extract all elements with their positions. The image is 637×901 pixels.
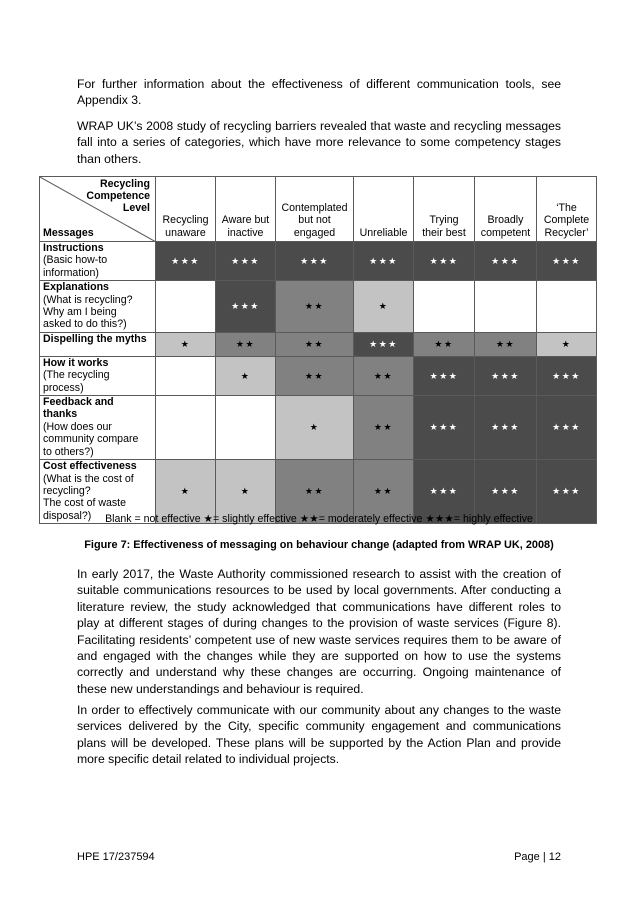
paragraph-appendix-reference: For further information about the effectiveness of different communication tools, see Appendix 3. (77, 77, 561, 108)
rating-cell: ★★★ (216, 242, 276, 281)
row-title: Feedback and thanks (43, 396, 114, 421)
rating-cell: ★★★ (537, 396, 597, 460)
rating-cell: ★★ (475, 332, 537, 356)
column-header: Broadly competent (475, 177, 537, 242)
row-title: Cost effectiveness (43, 460, 137, 473)
rating-cell: ★★ (354, 460, 414, 524)
rating-cell: ★ (156, 460, 216, 524)
document-reference: HPE 17/237594 (77, 851, 155, 863)
row-header (40, 356, 156, 395)
column-header: Unreliable (354, 177, 414, 242)
rating-cell: ★★★ (537, 242, 597, 281)
table-row (40, 281, 597, 333)
rating-cell (475, 281, 537, 333)
rating-cell (537, 281, 597, 333)
paragraph-wrap-study: WRAP UK’s 2008 study of recycling barriers revealed that waste and recycling messages fall into a series of categories, which have more relevance to some competency stages than others. (77, 119, 561, 166)
rating-cell: ★★ (276, 356, 354, 395)
row-title: Instructions (43, 242, 104, 254)
row-title: How it works (43, 356, 109, 369)
rating-cell: ★★ (414, 332, 475, 356)
rating-legend: Blank = not effective ★= slightly effective ★★= moderately effective ★★★= highly effective (105, 513, 533, 525)
rating-cell: ★★ (354, 396, 414, 460)
rating-cell: ★★ (276, 281, 354, 333)
table-row (40, 356, 597, 395)
rating-cell: ★★★ (414, 242, 475, 281)
row-subtitle: (Basic how-to information) (43, 254, 108, 279)
rating-cell: ★★★ (475, 356, 537, 395)
rating-cell: ★ (216, 356, 276, 395)
row-subtitle: (What is recycling? Why am I being asked to do this?) (43, 293, 133, 331)
rating-cell: ★ (216, 460, 276, 524)
rating-cell (156, 396, 216, 460)
rating-cell: ★★★ (414, 356, 475, 395)
table-row (40, 396, 597, 460)
row-subtitle: (The recycling process) (43, 369, 110, 394)
rating-cell: ★ (537, 332, 597, 356)
rating-cell (156, 281, 216, 333)
rating-cell: ★★ (276, 460, 354, 524)
rating-cell: ★★★ (414, 396, 475, 460)
column-header: Trying their best (414, 177, 475, 242)
rating-cell: ★★★ (354, 242, 414, 281)
row-header (40, 332, 156, 356)
row-header (40, 242, 156, 281)
table-corner-header (40, 177, 156, 242)
figure-caption: Figure 7: Effectiveness of messaging on behaviour change (adapted from WRAP UK, 2008) (84, 539, 554, 551)
rating-cell: ★★★ (475, 242, 537, 281)
row-subtitle: (How does our community compare to others?) (43, 420, 139, 458)
row-header (40, 396, 156, 460)
paragraph-engagement-plans: In order to effectively communicate with our community about any changes to the waste services delivered by the City, specific community engagement and communications plans will be developed. These plans will be supported by the Action Plan and provide more specific detail related to individual projects. (77, 703, 561, 767)
table-row (40, 332, 597, 356)
rating-cell: ★★ (276, 332, 354, 356)
rating-cell: ★★★ (216, 281, 276, 333)
rating-cell: ★★★ (156, 242, 216, 281)
column-header: Contemplated but not engaged (276, 177, 354, 242)
rating-cell (216, 396, 276, 460)
messaging-effectiveness-table (39, 176, 597, 524)
column-header: Aware but inactive (216, 177, 276, 242)
column-header: ‘The Complete Recycler’ (537, 177, 597, 242)
page-number: Page | 12 (514, 851, 561, 863)
competence-level-header: Recycling Competence Level (86, 178, 150, 215)
rating-cell: ★★★ (475, 460, 537, 524)
rating-cell: ★★ (354, 356, 414, 395)
rating-cell: ★★★ (537, 460, 597, 524)
row-header (40, 281, 156, 333)
rating-cell (156, 356, 216, 395)
rating-cell: ★★★ (354, 332, 414, 356)
row-title: Explanations (43, 281, 109, 294)
rating-cell: ★★ (216, 332, 276, 356)
rating-cell: ★ (354, 281, 414, 333)
row-title: Dispelling the myths (43, 332, 147, 345)
paragraph-waste-authority-research: In early 2017, the Waste Authority commissioned research to assist with the creation of suitable communications resources to be used by local governments. After conducting a literature review, the study acknowledged that communications have different roles to play at different stages of during changes to the provision of waste services (Figure 8). Facilitating residents’ competent use of new waste services requires them to be aware of and engaged with the changes while they are supported on how to use the systems correctly and understand why these changes are occurring. Ongoing maintenance of these new understandings and behaviour is required. (77, 567, 561, 696)
table-row (40, 242, 597, 281)
rating-cell: ★★★ (276, 242, 354, 281)
rating-cell (414, 281, 475, 333)
messages-header: Messages (43, 226, 94, 239)
table-header-row (40, 177, 597, 242)
rating-cell: ★ (276, 396, 354, 460)
rating-cell: ★★★ (475, 396, 537, 460)
row-subtitle: (What is the cost of recycling? The cost of waste disposal?) (43, 472, 134, 522)
rating-cell: ★ (156, 332, 216, 356)
rating-cell: ★★★ (414, 460, 475, 524)
column-header: Recycling unaware (156, 177, 216, 242)
rating-cell: ★★★ (537, 356, 597, 395)
